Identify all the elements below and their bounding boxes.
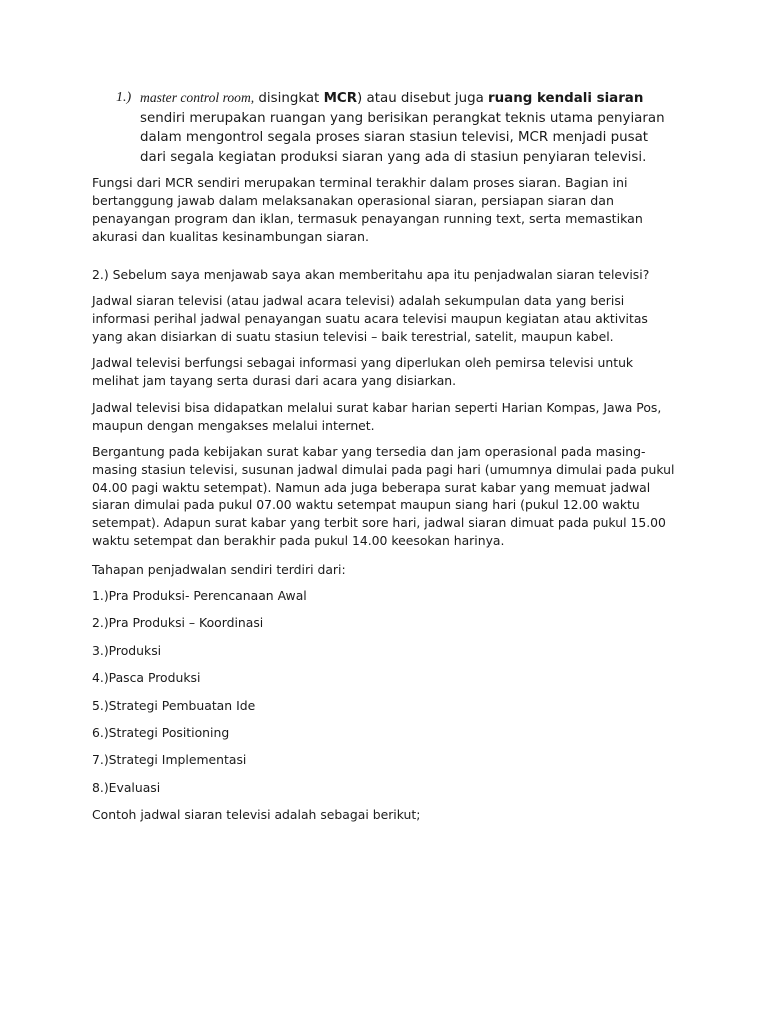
tahapan-intro: Tahapan penjadwalan sendiri terdiri dari: [92,562,346,577]
fungsi-lead: Fungsi dari MCR sendiri [92,175,244,190]
list-item: 6.)Strategi Positioning [92,724,230,740]
list-item: 3.)Produksi [92,642,162,658]
step-list [92,587,682,806]
paragraph-jadwal-didapatkan: Jadwal televisi bisa didapatkan melalui surat kabar harian seperti Harian Kompas, Jawa Pos, maupun dengan mengakses melalui internet. [92,400,662,433]
paragraph-contoh: Contoh jadwal siaran televisi adalah sebagai berikut; [92,807,421,822]
list-item-mcr [116,88,676,167]
paragraph-bergantung: Bergantung pada kebijakan surat kabar yang tersedia dan jam operasional pada masing-masing stasiun televisi, susunan jadwal dimulai pada pagi hari (umumnya dimulai pada pukul 04.00 pagi waktu setempat). Namun ada juga beberapa surat kabar yang memuat jadwal siaran dimulai pada pukul 07.00 waktu setempat maupun siang hari (pukul 12.00 waktu setempat). Adapun surat kabar yang terbit sore hari, jadwal siaran dimuat pada pukul 15.00 waktu setempat dan berakhir pada pukul 14.00 keesokan harinya. [92,444,675,548]
question-2: 2.) Sebelum saya menjawab saya akan memberitahu apa itu penjadwalan siaran televisi? [92,267,650,282]
text-segment: sendiri merupakan ruangan yang berisikan perangkat teknis utama penyiaran dalam mengontrol segala proses siaran stasiun televisi, MCR menjadi pusat dari segala kegiatan produksi siaran yang ada di stasiun penyiaran televisi. [140,110,665,165]
text-segment: ) atau disebut juga [357,91,489,106]
paragraph-fungsi-mcr [92,174,686,246]
list-item: 1.)Pra Produksi- Perencanaan Awal [92,588,307,603]
fungsi-rest: merupakan terminal terakhir dalam proses siaran. Bagian ini bertanggung jawab dalam melaksanakan operasional siaran, persiapan siaran dan penayangan program dan iklan, termasuk penayangan running text, serta memastikan akurasi dan kualitas kesinambungan siaran. [92,175,643,244]
paragraph-jadwal-fungsi: Jadwal televisi berfungsi sebagai informasi yang diperlukan oleh pemirsa televisi untuk melihat jam tayang serta durasi dari acara yang disiarkan. [92,355,634,388]
list-item: 8.)Evaluasi [92,779,161,795]
paragraph-jadwal-definisi: Jadwal siaran televisi (atau jadwal acara televisi) adalah sekumpulan data yang berisi informasi perihal jadwal penayangan suatu acara televisi maupun kegiatan atau aktivitas yang akan disiarkan di suatu stasiun televisi – baik terestrial, satelit, maupun kabel. [92,293,648,344]
list-item: 5.)Strategi Pembuatan Ide [92,697,256,713]
mcr-definition [140,88,676,167]
term-mcr: MCR [323,91,358,106]
list-item: 7.)Strategi Implementasi [92,752,247,768]
term-ruang-kendali: ruang kendali siaran [488,91,644,106]
term-master-control-room: master control room, [140,90,255,105]
text-segment: disingkat [254,91,324,106]
list-number: 1.) [116,90,132,105]
list-item: 2.)Pra Produksi – Koordinasi [92,615,264,631]
list-item: 4.)Pasca Produksi [92,670,201,686]
